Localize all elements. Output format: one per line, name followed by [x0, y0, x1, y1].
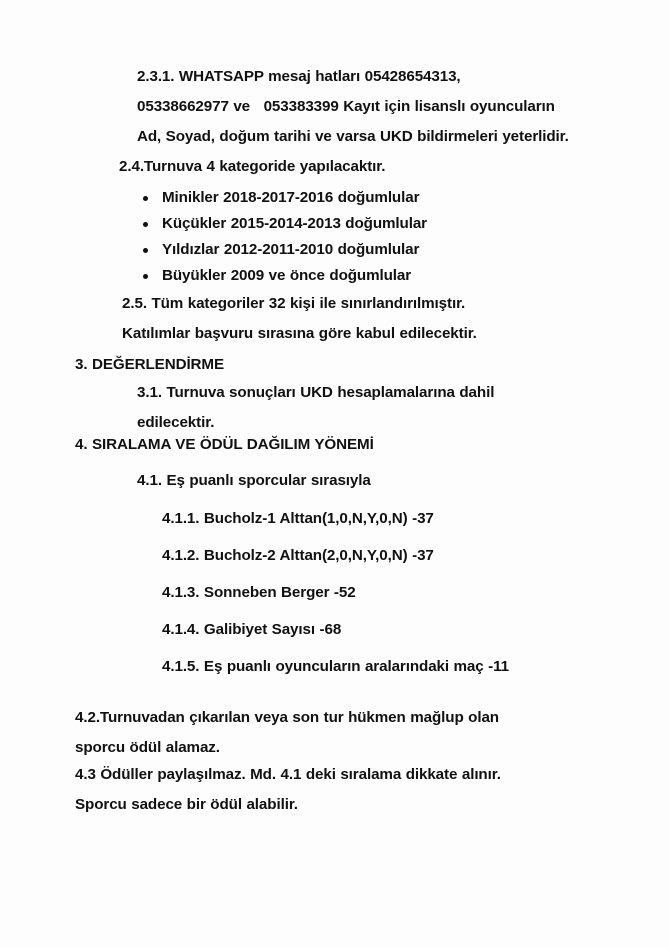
paragraph-4-2-line-1: 4.2.Turnuvadan çıkarılan veya son tur hükmen mağlup olan: [75, 709, 499, 726]
category-label: Büyükler 2009 ve önce doğumlular: [162, 267, 412, 284]
paragraph-4-2-line-2: sporcu ödül alamaz.: [75, 739, 220, 756]
list-item: [0, 211, 670, 237]
paragraph-2-4: 2.4.Turnuva 4 kategoride yapılacaktır.: [119, 158, 386, 175]
bullet-dot-icon: [143, 248, 148, 253]
heading-3: 3. DEĞERLENDİRME: [75, 356, 225, 373]
tiebreak-list: [162, 504, 632, 689]
bullet-dot-icon: [143, 222, 148, 227]
paragraph-3-1-line-2: edilecektir.: [137, 414, 215, 431]
tiebreak-item: 4.1.2. Bucholz-2 Alttan(2,0,N,Y,0,N) -37: [162, 547, 434, 564]
category-list: [0, 185, 670, 289]
paragraph-2-5-line-1: 2.5. Tüm kategoriler 32 kişi ile sınırlandırılmıştır.: [122, 295, 466, 312]
paragraph-2-3-1-line-3: Ad, Soyad, doğum tarihi ve varsa UKD bildirmeleri yeterlidir.: [137, 128, 569, 145]
list-item: [0, 185, 670, 211]
tiebreak-item: 4.1.5. Eş puanlı oyuncuların aralarındaki maç -11: [162, 658, 509, 675]
list-item: [0, 237, 670, 263]
paragraph-4-2: [75, 703, 603, 763]
bullet-dot-icon: [143, 196, 148, 201]
paragraph-2-5-line-2: Katılımlar başvuru sırasına göre kabul edilecektir.: [122, 325, 477, 342]
paragraph-2-3-1-line-1: 2.3.1. WHATSAPP mesaj hatları 05428654313,: [137, 68, 461, 85]
paragraph-4-1: 4.1. Eş puanlı sporcular sırasıyla: [137, 472, 371, 489]
tiebreak-item: 4.1.1. Bucholz-1 Alttan(1,0,N,Y,0,N) -37: [162, 510, 434, 527]
paragraph-4-3: [75, 760, 603, 820]
list-item: [0, 263, 670, 289]
heading-4: 4. SIRALAMA VE ÖDÜL DAĞILIM YÖNEMİ: [75, 436, 374, 453]
paragraph-3-1-line-1: 3.1. Turnuva sonuçları UKD hesaplamalarına dahil: [137, 384, 495, 401]
tiebreak-item: 4.1.3. Sonneben Berger -52: [162, 584, 356, 601]
paragraph-4-3-line-1: 4.3 Ödüller paylaşılmaz. Md. 4.1 deki sıralama dikkate alınır.: [75, 766, 501, 783]
paragraph-2-3-1-line-2: 05338662977 ve 053383399 Kayıt için lisanslı oyuncuların: [137, 98, 555, 115]
category-label: Küçükler 2015-2014-2013 doğumlular: [162, 215, 427, 232]
category-label: Yıldızlar 2012-2011-2010 doğumlular: [162, 241, 420, 258]
tiebreak-item: 4.1.4. Galibiyet Sayısı -68: [162, 621, 342, 638]
paragraph-2-5: [122, 289, 592, 349]
paragraph-2-3-1: [75, 62, 603, 152]
category-label: Minikler 2018-2017-2016 doğumlular: [162, 189, 420, 206]
paragraph-4-3-line-2: Sporcu sadece bir ödül alabilir.: [75, 796, 298, 813]
paragraph-3-1: [75, 378, 603, 438]
bullet-dot-icon: [143, 274, 148, 279]
